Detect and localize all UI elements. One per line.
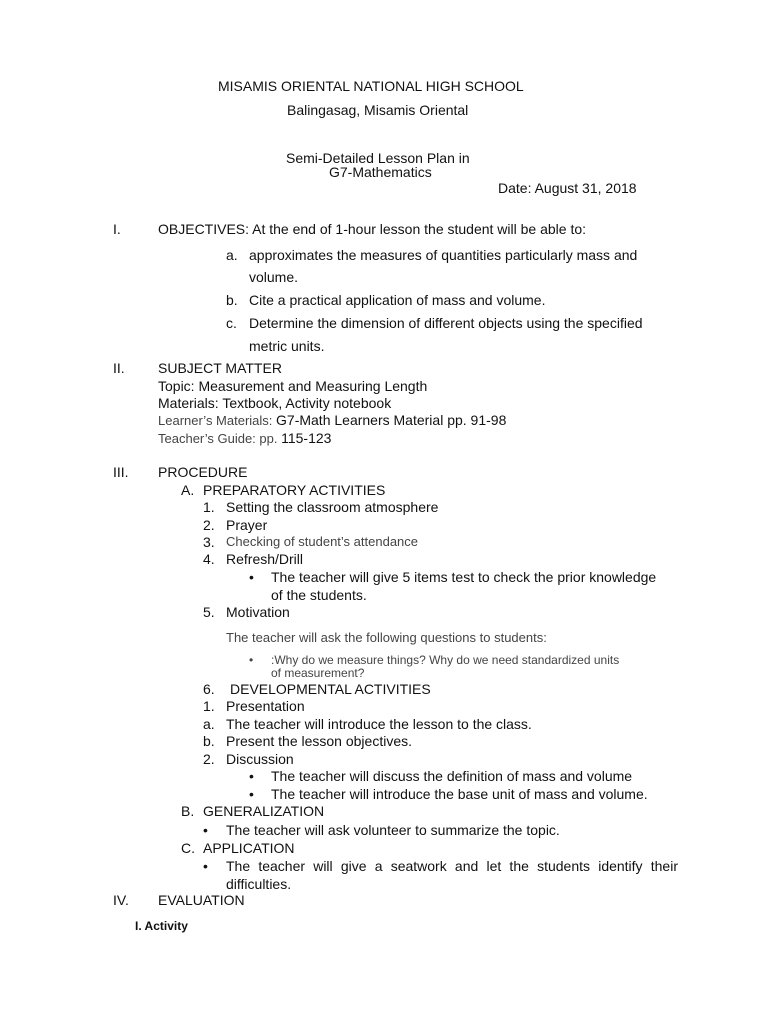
lesson-date: Date: August 31, 2018 <box>498 180 637 196</box>
plan-title: Semi-Detailed Lesson Plan in <box>286 150 470 166</box>
list-number: 3. <box>203 534 215 550</box>
motivation-heading: Motivation <box>226 604 290 620</box>
learners-materials-line <box>158 412 506 430</box>
list-number: 5. <box>203 604 215 620</box>
list-letter: a. <box>203 716 215 732</box>
materials-line: Materials: Textbook, Activity notebook <box>158 395 392 411</box>
discussion-heading: Discussion <box>226 751 294 767</box>
drill-bullet-text-continued: of the students. <box>271 587 367 603</box>
section-number-procedure: III. <box>113 464 129 480</box>
developmental-activities-heading: DEVELOPMENTAL ACTIVITIES <box>230 681 431 697</box>
bullet-icon: • <box>203 858 208 874</box>
evaluation-heading: EVALUATION <box>158 892 245 908</box>
list-number: 1. <box>203 499 215 515</box>
objective-text: Cite a practical application of mass and volume. <box>249 292 546 308</box>
objectives-heading: OBJECTIVES: At the end of 1-hour lesson the student will be able to: <box>158 221 587 237</box>
learners-materials-value: G7-Math Learners Material pp. 91-98 <box>276 412 507 428</box>
list-number: 6. <box>203 681 215 697</box>
generalization-heading: GENERALIZATION <box>203 803 325 819</box>
section-number-objectives: I. <box>113 221 121 237</box>
procedure-heading: PROCEDURE <box>158 464 248 480</box>
teachers-guide-label: Teacher’s Guide: pp. <box>158 431 282 446</box>
list-item: Prayer <box>226 517 268 533</box>
motivation-intro: The teacher will ask the following questions to students: <box>226 630 547 645</box>
objective-text: approximates the measures of quantities particularly mass and <box>249 247 638 263</box>
bullet-icon: • <box>249 768 254 784</box>
list-item: Checking of student’s attendance <box>226 534 419 549</box>
presentation-heading: Presentation <box>226 698 305 714</box>
list-item: Setting the classroom atmosphere <box>226 499 439 515</box>
bullet-icon: • <box>203 822 208 838</box>
application-bullet: The teacher will give a seatwork and let the students identify their <box>226 858 678 874</box>
activity-heading: I. Activity <box>135 919 188 933</box>
bullet-icon: • <box>249 653 254 667</box>
section-number-evaluation: IV. <box>113 892 129 908</box>
topic-line: Topic: Measurement and Measuring Length <box>158 378 428 394</box>
list-number: 2. <box>203 517 215 533</box>
subsection-label: A. <box>181 482 195 498</box>
list-item: Refresh/Drill <box>226 551 304 567</box>
bullet-icon: • <box>249 786 254 802</box>
drill-bullet-text: The teacher will give 5 items test to check the prior knowledge <box>271 569 657 585</box>
objective-text-continued: metric units. <box>249 338 325 354</box>
learners-materials-label: Learner’s Materials: <box>158 413 277 428</box>
section-number-subject-matter: II. <box>113 360 125 376</box>
subsection-label: C. <box>181 840 195 856</box>
presentation-item: Present the lesson objectives. <box>226 733 412 749</box>
list-number: 2. <box>203 751 215 767</box>
discussion-bullet: The teacher will discuss the definition of mass and volume <box>271 768 633 784</box>
subject-matter-heading: SUBJECT MATTER <box>158 360 282 376</box>
preparatory-activities-heading: PREPARATORY ACTIVITIES <box>203 482 386 498</box>
subsection-label: B. <box>181 803 195 819</box>
school-location: Balingasag, Misamis Oriental <box>287 102 469 118</box>
application-heading: APPLICATION <box>203 840 295 856</box>
objective-label: b. <box>226 292 238 308</box>
motivation-question: :Why do we measure things? Why do we need standardized units <box>271 653 620 667</box>
list-number: 1. <box>203 698 215 714</box>
plan-subject: G7-Mathematics <box>329 164 432 180</box>
bullet-icon: • <box>249 569 254 585</box>
motivation-question-continued: of measurement? <box>271 666 365 680</box>
objective-label: c. <box>226 315 237 331</box>
objective-label: a. <box>226 247 238 263</box>
list-number: 4. <box>203 551 215 567</box>
list-letter: b. <box>203 733 215 749</box>
objective-text-continued: volume. <box>249 269 299 285</box>
discussion-bullet: The teacher will introduce the base unit of mass and volume. <box>271 786 648 802</box>
presentation-item: The teacher will introduce the lesson to the class. <box>226 716 532 732</box>
application-bullet-continued: difficulties. <box>226 876 292 892</box>
objective-text: Determine the dimension of different objects using the specified <box>249 315 643 331</box>
school-name: MISAMIS ORIENTAL NATIONAL HIGH SCHOOL <box>218 78 524 94</box>
teachers-guide-value: 115-123 <box>281 430 332 446</box>
teachers-guide-line <box>158 430 331 448</box>
generalization-bullet: The teacher will ask volunteer to summarize the topic. <box>226 822 560 838</box>
